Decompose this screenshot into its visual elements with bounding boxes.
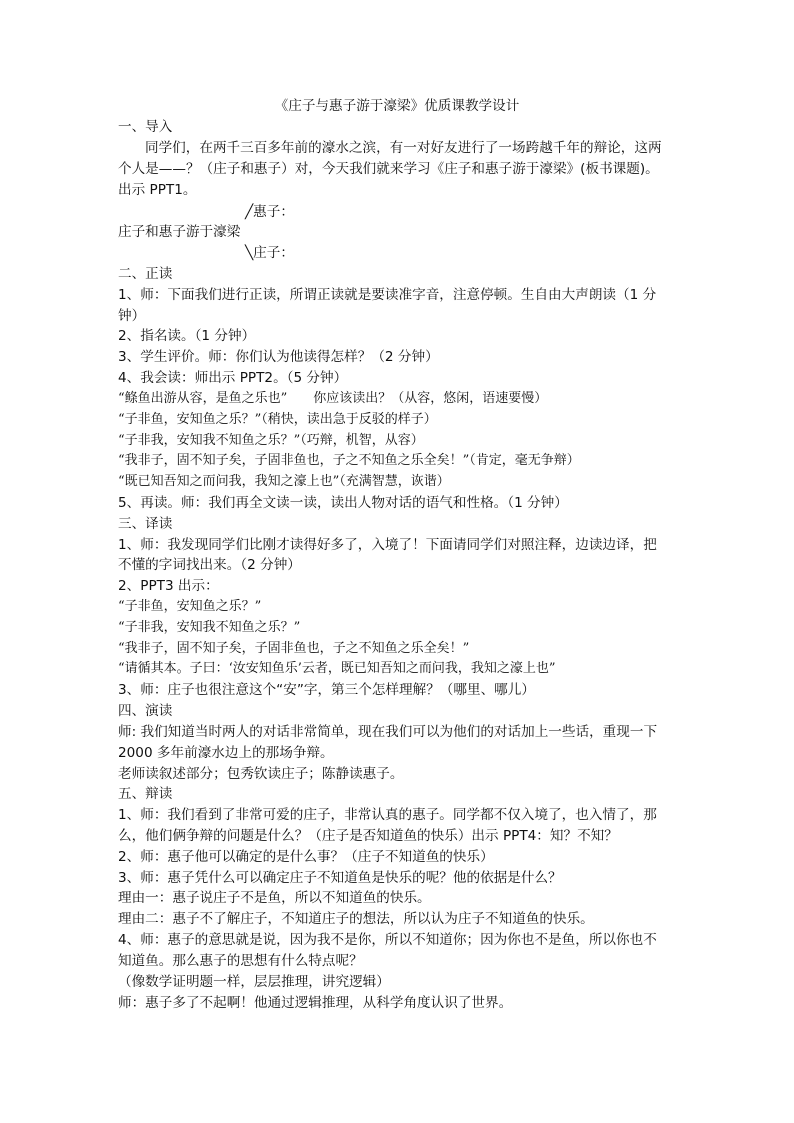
list-item: 2、PPT3 出示： <box>118 578 219 594</box>
document-title: 《庄子与惠子游于濠梁》优质课教学设计 <box>274 98 520 114</box>
list-item: 么，他们俩争辩的问题是什么？（庄子是否知道鱼的快乐）出示 PPT4：知？不知？ <box>118 828 618 844</box>
list-item: 3、师：庄子也很注意这个“安”字，第三个怎样理解？（哪里、哪儿） <box>118 682 535 698</box>
paragraph-line: 老师读叙述部分；包秀钦读庄子；陈静读惠子。 <box>118 766 404 782</box>
list-item: 不懂的字词找出来。（2 分钟） <box>118 557 301 573</box>
quote-line: “请循其本。子曰：‘汝安知鱼乐’云者，既已知吾知之而问我，我知之濠上也” <box>118 661 556 676</box>
paragraph-line: 个人是——？（庄子和惠子）对，今天我们就来学习《庄子和惠子游于濠梁》(板书课题)。 <box>118 161 659 177</box>
list-item: 3、学生评价。师：你们认为他读得怎样？（2 分钟） <box>118 349 439 365</box>
section-heading-translation: 三、译读 <box>118 516 173 532</box>
diagram-center: 庄子和惠子游于濠梁 <box>118 224 241 240</box>
section-heading-intro: 一、导入 <box>118 119 173 135</box>
list-item: 钟） <box>118 308 146 324</box>
quote-line: “我非子，固不知子矣，子固非鱼也，子之不知鱼之乐全矣！”（肯定，毫无争辩） <box>118 453 580 468</box>
quote-line: “子非鱼，安知鱼之乐？” <box>118 599 262 614</box>
quote-line: “我非子，固不知子矣，子固非鱼也，子之不知鱼之乐全矣！” <box>118 641 470 656</box>
list-item: 2、指名读。（1 分钟） <box>118 328 256 344</box>
section-heading-reading: 二、正读 <box>118 266 173 282</box>
list-item: 知道鱼。那么惠子的思想有什么特点呢？ <box>118 953 363 969</box>
quote-line: “子非我，安知我不知鱼之乐？”（巧辩，机智，从容） <box>118 433 424 448</box>
diagram-branch-zhuangzi: ╲庄子： <box>245 245 294 261</box>
diagram-branch-huizi: ╱惠子： <box>245 204 294 220</box>
paragraph-line: 出示 PPT1。 <box>118 182 197 198</box>
paragraph-line: 师: 我们知道当时两人的对话非常简单，现在我们可以为他们的对话加上一些话，重现一下 <box>118 724 658 740</box>
section-heading-performance: 四、演读 <box>118 703 173 719</box>
list-item: 1、师：我发现同学们比刚才读得好多了，入境了！下面请同学们对照注释，边读边译，把 <box>118 537 657 553</box>
list-item: 4、师：惠子的意思就是说，因为我不是你，所以不知道你；因为你也不是鱼，所以你也不 <box>118 932 657 948</box>
list-item: 4、我会读：师出示 PPT2。（5 分钟） <box>118 370 348 386</box>
paragraph-line: 同学们，在两千三百多年前的濠水之滨，有一对好友进行了一场跨越千年的辩论，这两 <box>145 140 662 156</box>
reason-line: 理由一：惠子说庄子不是鱼，所以不知道鱼的快乐。 <box>118 890 431 906</box>
list-item: 1、师：下面我们进行正读，所谓正读就是要读准字音，注意停顿。生自由大声朗读（1 分 <box>118 287 657 303</box>
list-item: 5、再读。师：我们再全文读一读，读出人物对话的语气和性格。（1 分钟） <box>118 495 568 511</box>
paragraph-line: 师：惠子多了不起啊！他通过逻辑推理，从科学角度认识了世界。 <box>118 995 513 1011</box>
paragraph-line: 2000 多年前濠水边上的那场争辩。 <box>118 745 334 761</box>
quote-line: “子非我，安知我不知鱼之乐？” <box>118 620 301 635</box>
list-item: 3、师：惠子凭什么可以确定庄子不知道鱼是快乐的呢？他的依据是什么？ <box>118 870 562 886</box>
list-item: 1、师：我们看到了非常可爱的庄子，非常认真的惠子。同学都不仅入境了，也入情了，那 <box>118 807 657 823</box>
quote-line: “鲦鱼出游从容，是鱼之乐也” 你应该读出？（从容，悠闲，语速要慢） <box>118 391 548 406</box>
section-heading-debate: 五、辩读 <box>118 786 173 802</box>
quote-line: “子非鱼，安知鱼之乐？”（稍快，读出急于反驳的样子） <box>118 412 437 427</box>
reason-line: 理由二：惠子不了解庄子，不知道庄子的想法，所以认为庄子不知道鱼的快乐。 <box>118 911 594 927</box>
quote-line: “既已知吾知之而问我，我知之濠上也”（充满智慧，诙谐） <box>118 474 450 489</box>
list-item: 2、师：惠子他可以确定的是什么事？（庄子不知道鱼的快乐） <box>118 849 494 865</box>
note-line: （像数学证明题一样，层层推理，讲究逻辑） <box>118 974 390 990</box>
